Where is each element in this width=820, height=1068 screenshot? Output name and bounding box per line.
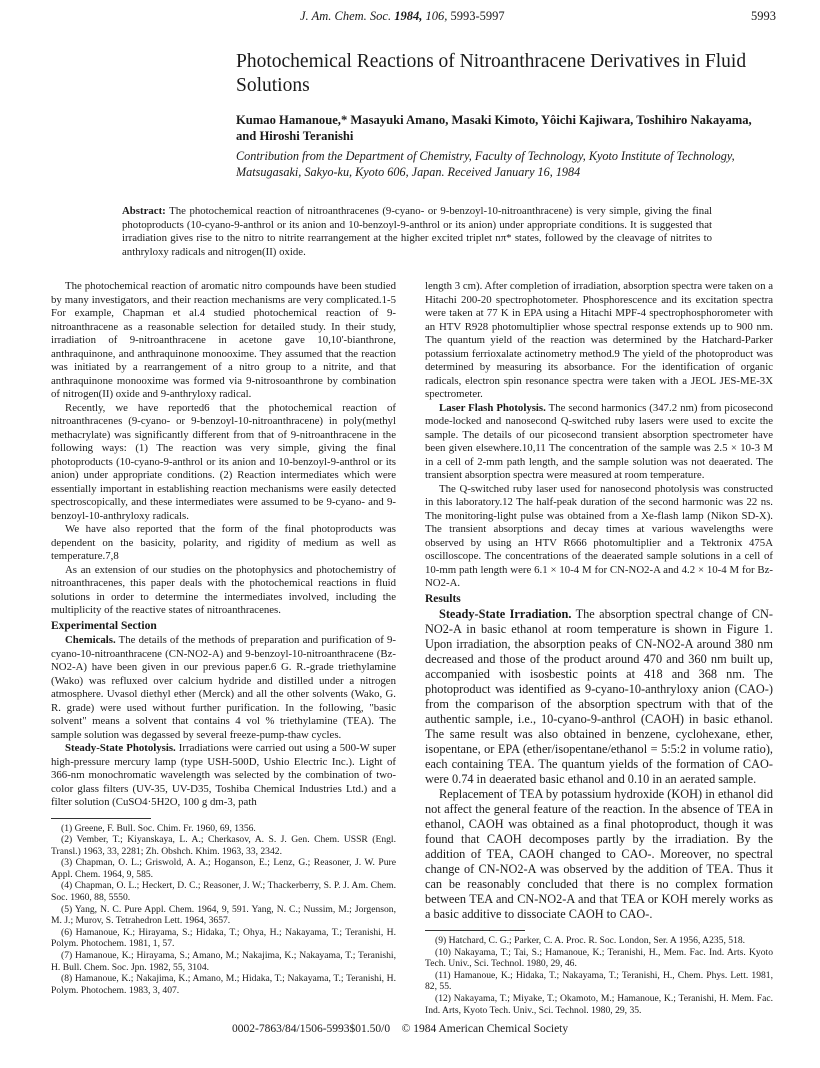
page-footer — [232, 1023, 568, 1035]
chemicals-label: Chemicals. — [65, 634, 116, 646]
footnote: (2) Vember, T.; Kiyanskaya, L. A.; Cherkasov, A. S. J. Gen. Chem. USSR (Engl. Transl.) 1963, 33, 2281; Zh. Obshch. Khim. 1963, 33, 2342. — [51, 834, 396, 857]
laser-flash-label: Laser Flash Photolysis. — [439, 401, 546, 414]
footnote-rule — [425, 930, 525, 931]
journal-year: 1984, — [394, 9, 423, 23]
footer-copyright: © 1984 American Chemical Society — [401, 1023, 569, 1035]
experimental-heading: Experimental Section — [51, 619, 157, 632]
abstract — [122, 205, 712, 259]
footnotes-right — [425, 935, 773, 1016]
footnote-rule — [51, 818, 151, 819]
intro-paragraph-2: Recently, we have reported6 that the photochemical reaction of nitroanthracenes (9-cyano- or 9-benzoyl-10-nitroanthracene) in poly(methyl methacrylate) was significantly different from that of 9-nitroanthracene in the following ways: (1) The reaction was very simple, giving the final photoproducts (10-cyano-9-anthrol or its anion and 10-benzoyl-9-anthrol or its anion) under appropriate conditions. (2) Reaction intermediates which were essentially important in establishing reaction mechanisms were easily detected spectroscopically, and these intermediates were assumed to be 9-cyano- and 9-benzoyl-10-anthryloxy radicals. — [51, 401, 396, 522]
affiliation: Contribution from the Department of Chemistry, Faculty of Technology, Kyoto Institute of Technology, Matsugasaki, Sakyo-ku, Kyoto 606, Japan. Received January 16, 1984 — [236, 149, 735, 179]
footnote: (3) Chapman, O. L.; Griswold, A. A.; Hoganson, E.; Lenz, G.; Reasoner, J. W. Pure Appl. Chem. 1964, 9, 585. — [51, 857, 396, 880]
footnote: (10) Nakayama, T.; Tai, S.; Hamanoue, K.; Teranishi, H., Mem. Fac. Ind. Arts. Kyoto Tech. Univ., Sci. Technol. 1980, 29, 46. — [425, 946, 773, 970]
footnote: (7) Hamanoue, K.; Hirayama, S.; Amano, M.; Nakajima, K.; Nakayama, T.; Teranishi, H. Bull. Chem. Soc. Jpn. 1982, 55, 3104. — [51, 950, 396, 973]
steady-state-photolysis-label: Steady-State Photolysis. — [65, 742, 176, 754]
journal-header — [300, 9, 505, 24]
abstract-label: Abstract: — [122, 205, 166, 217]
footnote: (1) Greene, F. Bull. Soc. Chim. Fr. 1960, 69, 1356. — [61, 822, 256, 834]
q-switched-paragraph: The Q-switched ruby laser used for nanosecond photolysis was constructed in this laboratory.12 The half-peak duration of the second harmonic was 22 ns. The monitoring-light pulse was obtained from a Xe-flash lamp (Nikon SD-X). The transient absorptions and decay times at various wavelengths were observed by using an HTV R666 photomultiplier and a Tektronix 475A oscilloscope. The concentrations of the deaerated sample solutions in a cell of 10-mm path length were 6.1 × 10-4 M for CN-NO2-A and 4.2 × 10-4 M for Bz-NO2-A. — [425, 482, 773, 589]
footnote: (4) Chapman, O. L.; Heckert, D. C.; Reasoner, J. W.; Thackerberry, S. P. J. Am. Chem. Soc. 1960, 88, 5550. — [51, 880, 396, 904]
results-paragraph-2: Replacement of TEA by potassium hydroxide (KOH) in ethanol did not affect the general feature of the reaction. In the absence of TEA in ethanol, CAOH was obtained as a final photoproduct, though it was found that CAOH decomposes partly by the irradiation. By the addition of TEA, CAOH changed to CAO-. Moreover, no spectral change of CN-NO2-A was observed by the addition of TEA. Thus it can be reasonably concluded that there is no complex formation between TEA and CN-NO2-A and that TEA or KOH merely works as a basic additive to dissociate CAOH to CAO-. — [425, 787, 773, 921]
footnote: (5) Yang, N. C. Pure Appl. Chem. 1964, 9, 591. Yang, N. C.; Nussim, M.; Jorgenson, M. J.; Murov, S. Tetrahedron Lett. 1964, 3657. — [51, 903, 396, 927]
intro-paragraph-4: As an extension of our studies on the photophysics and photochemistry of nitroanthracenes, this paper deals with the photochemical reactions in fluid solutions in order to determine the intermediates involved, including the multiplicity of the reactive states of nitroanthracenes. — [51, 563, 396, 616]
results-heading: Results — [425, 592, 461, 605]
footer-code: 0002-7863/84/1506-5993$01.50/0 — [232, 1023, 391, 1035]
intro-paragraph-3: We have also reported that the form of the final photoproducts was dependent on the basicity, polarity, and rigidity of medium as well as temperature.7,8 — [51, 523, 396, 562]
steady-state-photolysis-text: Irradiations were carried out using a 500-W super high-pressure mercury lamp (type USH-500D, Ushio Electric Inc.). Light of 366-nm monochromatic wavelength was selected by the combination of two-color glass filters (UV-35, UV-D35, Toshiba Chemical Industries Ltd.) and a filter solution (CuSO4·5H2O, 100 g dm-3, path — [51, 742, 396, 808]
steady-state-photolysis-paragraph — [51, 742, 396, 810]
journal-pages: 5993-5997 — [450, 9, 505, 23]
chemicals-paragraph — [51, 634, 396, 742]
footnote: (9) Hatchard, C. G.; Parker, C. A. Proc. R. Soc. London, Ser. A 1956, A235, 518. — [435, 935, 746, 946]
right-column — [425, 280, 773, 1016]
abstract-text: The photochemical reaction of nitroanthracenes (9-cyano- or 9-benzoyl-10-nitroanthracene) is very simple, giving the final photoproducts (10-cyano-9-anthrol or its anion and 10-benzoyl-9-anthrol or its anion) under appropriate conditions. It is suggested that irradiation gives rise to the nitro to nitrite rearrangement at the higher excited triplet nπ* states, followed by the cleavage of nitrites to anthryloxy radicals and nitrogen(II) oxide. — [122, 205, 712, 258]
journal-volume: 106, — [425, 9, 448, 23]
steady-state-irradiation-text: The absorption spectral change of CN-NO2-A in basic ethanol at room temperature is shown in Figure 1. Upon irradiation, the absorption peaks of CN-NO2-A around 380 nm decreased and those of the product around 470 and 360 nm built up, accompanied with isosbestic points at 418 and 368 nm. The photoproduct was identified as 9-cyano-10-anthryloxy anion (CAO-) from the comparison of the absorption spectrum with that of the authentic sample, i.e., 10-cyano-9-anthrol (CAOH) in basic ethanol. The same result was also obtained in benzene, cyclohexane, ether, isopentane, or EPA (ether/isopentane/ethanol = 5:5:2 in volume ratio), each containing TEA. The quantum yields of the formation of CAO- were 0.74 in deaerated basic ethanol and 0.10 in an aerated sample. — [425, 607, 773, 786]
left-column — [51, 280, 396, 996]
steady-state-irradiation-paragraph — [425, 607, 773, 787]
chemicals-text: The details of the methods of preparation and purification of 9-cyano-10-nitroanthracene (CN-NO2-A) and 9-benzoyl-10-nitroanthracene (Bz-NO2-A) have been given in our previous paper.6 G. R.-grade triethylamine (Wako) was refluxed over calcium hydride and distilled under a nitrogen atmosphere. Uvasol diethyl ether (Merck) and all the other solvents (Wako, G. R. grade) were used without further purification. In the following, "basic solvent" means a solvent that contains 4 vol % triethylamine (TEA). The sample solution was degassed by several freeze-pump-thaw cycles. — [51, 634, 396, 741]
page-number: 5993 — [751, 9, 776, 23]
paper-title: Photochemical Reactions of Nitroanthracene Derivatives in Fluid Solutions — [236, 51, 747, 96]
footnote: (11) Hamanoue, K.; Hidaka, T.; Nakayama, T.; Teranishi, H., Chem. Phys. Lett. 1981, 82, 55. — [425, 969, 773, 993]
author-list: Kumao Hamanoue,* Masayuki Amano, Masaki Kimoto, Yôichi Kajiwara, Toshihiro Nakayama, and Hiroshi Teranishi — [236, 113, 752, 143]
laser-flash-text: The second harmonics (347.2 nm) from picosecond mode-locked and nanosecond Q-switched ruby lasers were used to excite the sample. The details of our picosecond transient absorption spectrometer have been given elsewhere.10,11 The concentration of the sample was 2.5 × 10-3 M in a cell of 2-mm path length, and the sample solution was not deaerated. The transient absorption spectra were measured at room temperature. — [425, 401, 773, 481]
steady-state-irradiation-label: Steady-State Irradiation. — [439, 607, 572, 621]
laser-flash-paragraph — [425, 402, 773, 483]
intro-paragraph-1: The photochemical reaction of aromatic nitro compounds have been studied by many investigators, and their reaction mechanisms are very complicated.1-5 For example, Chapman et al.4 studied photochemical reaction of 9-nitroanthracene as a reasonable selection for detailed study. In their study, irradiation of 9-nitroanthracene in acetone gave 10,10'-bianthrone, anthraquinone, and anthraquinone monooxime. They assumed that the reaction was initiated by a rearrangement of a nitro group to a nitrite, and that anthraquinone monooxime was formed via 9-nitrosoanthrone by combination of nitrogen(II) oxide and 9-anthryloxy radical. — [51, 280, 396, 400]
footnote: (8) Hamanoue, K.; Nakajima, K.; Amano, M.; Hidaka, T.; Nakayama, T.; Teranishi, H. Polym. Photochem. 1983, 3, 407. — [51, 973, 396, 996]
footnote: (12) Nakayama, T.; Miyake, T.; Okamoto, M.; Hamanoue, K.; Teranishi, H. Mem. Fac. Ind. Arts, Kyoto Tech. Univ., Sci. Technol. 1980, 29, 35. — [425, 992, 773, 1016]
footnotes-left — [51, 823, 396, 997]
footnote: (6) Hamanoue, K.; Hirayama, S.; Hidaka, T.; Ohya, H.; Nakayama, T.; Teranishi, H. Polym. Photochem. 1981, 1, 57. — [51, 926, 396, 950]
methods-paragraph: length 3 cm). After completion of irradiation, absorption spectra were taken on a Hitachi 200-20 spectrophotometer. Phosphorescence and its excitation spectra were taken at 77 K in EPA using a Hitachi MPF-4 spectrophosphorometer with an HTV R928 photomultiplier whose spectral response extends up to 900 nm. The quantum yield of the reaction was determined by the Hatchard-Parker potassium ferrioxalate actinometry method.9 The yield of the photoproduct was determined by measuring its absorbance. For the identification of organic radicals, electron spin resonance spectra were taken with a JEOL JES-ME-3X spectrometer. — [425, 280, 773, 400]
journal-name: J. Am. Chem. Soc. — [300, 9, 392, 23]
